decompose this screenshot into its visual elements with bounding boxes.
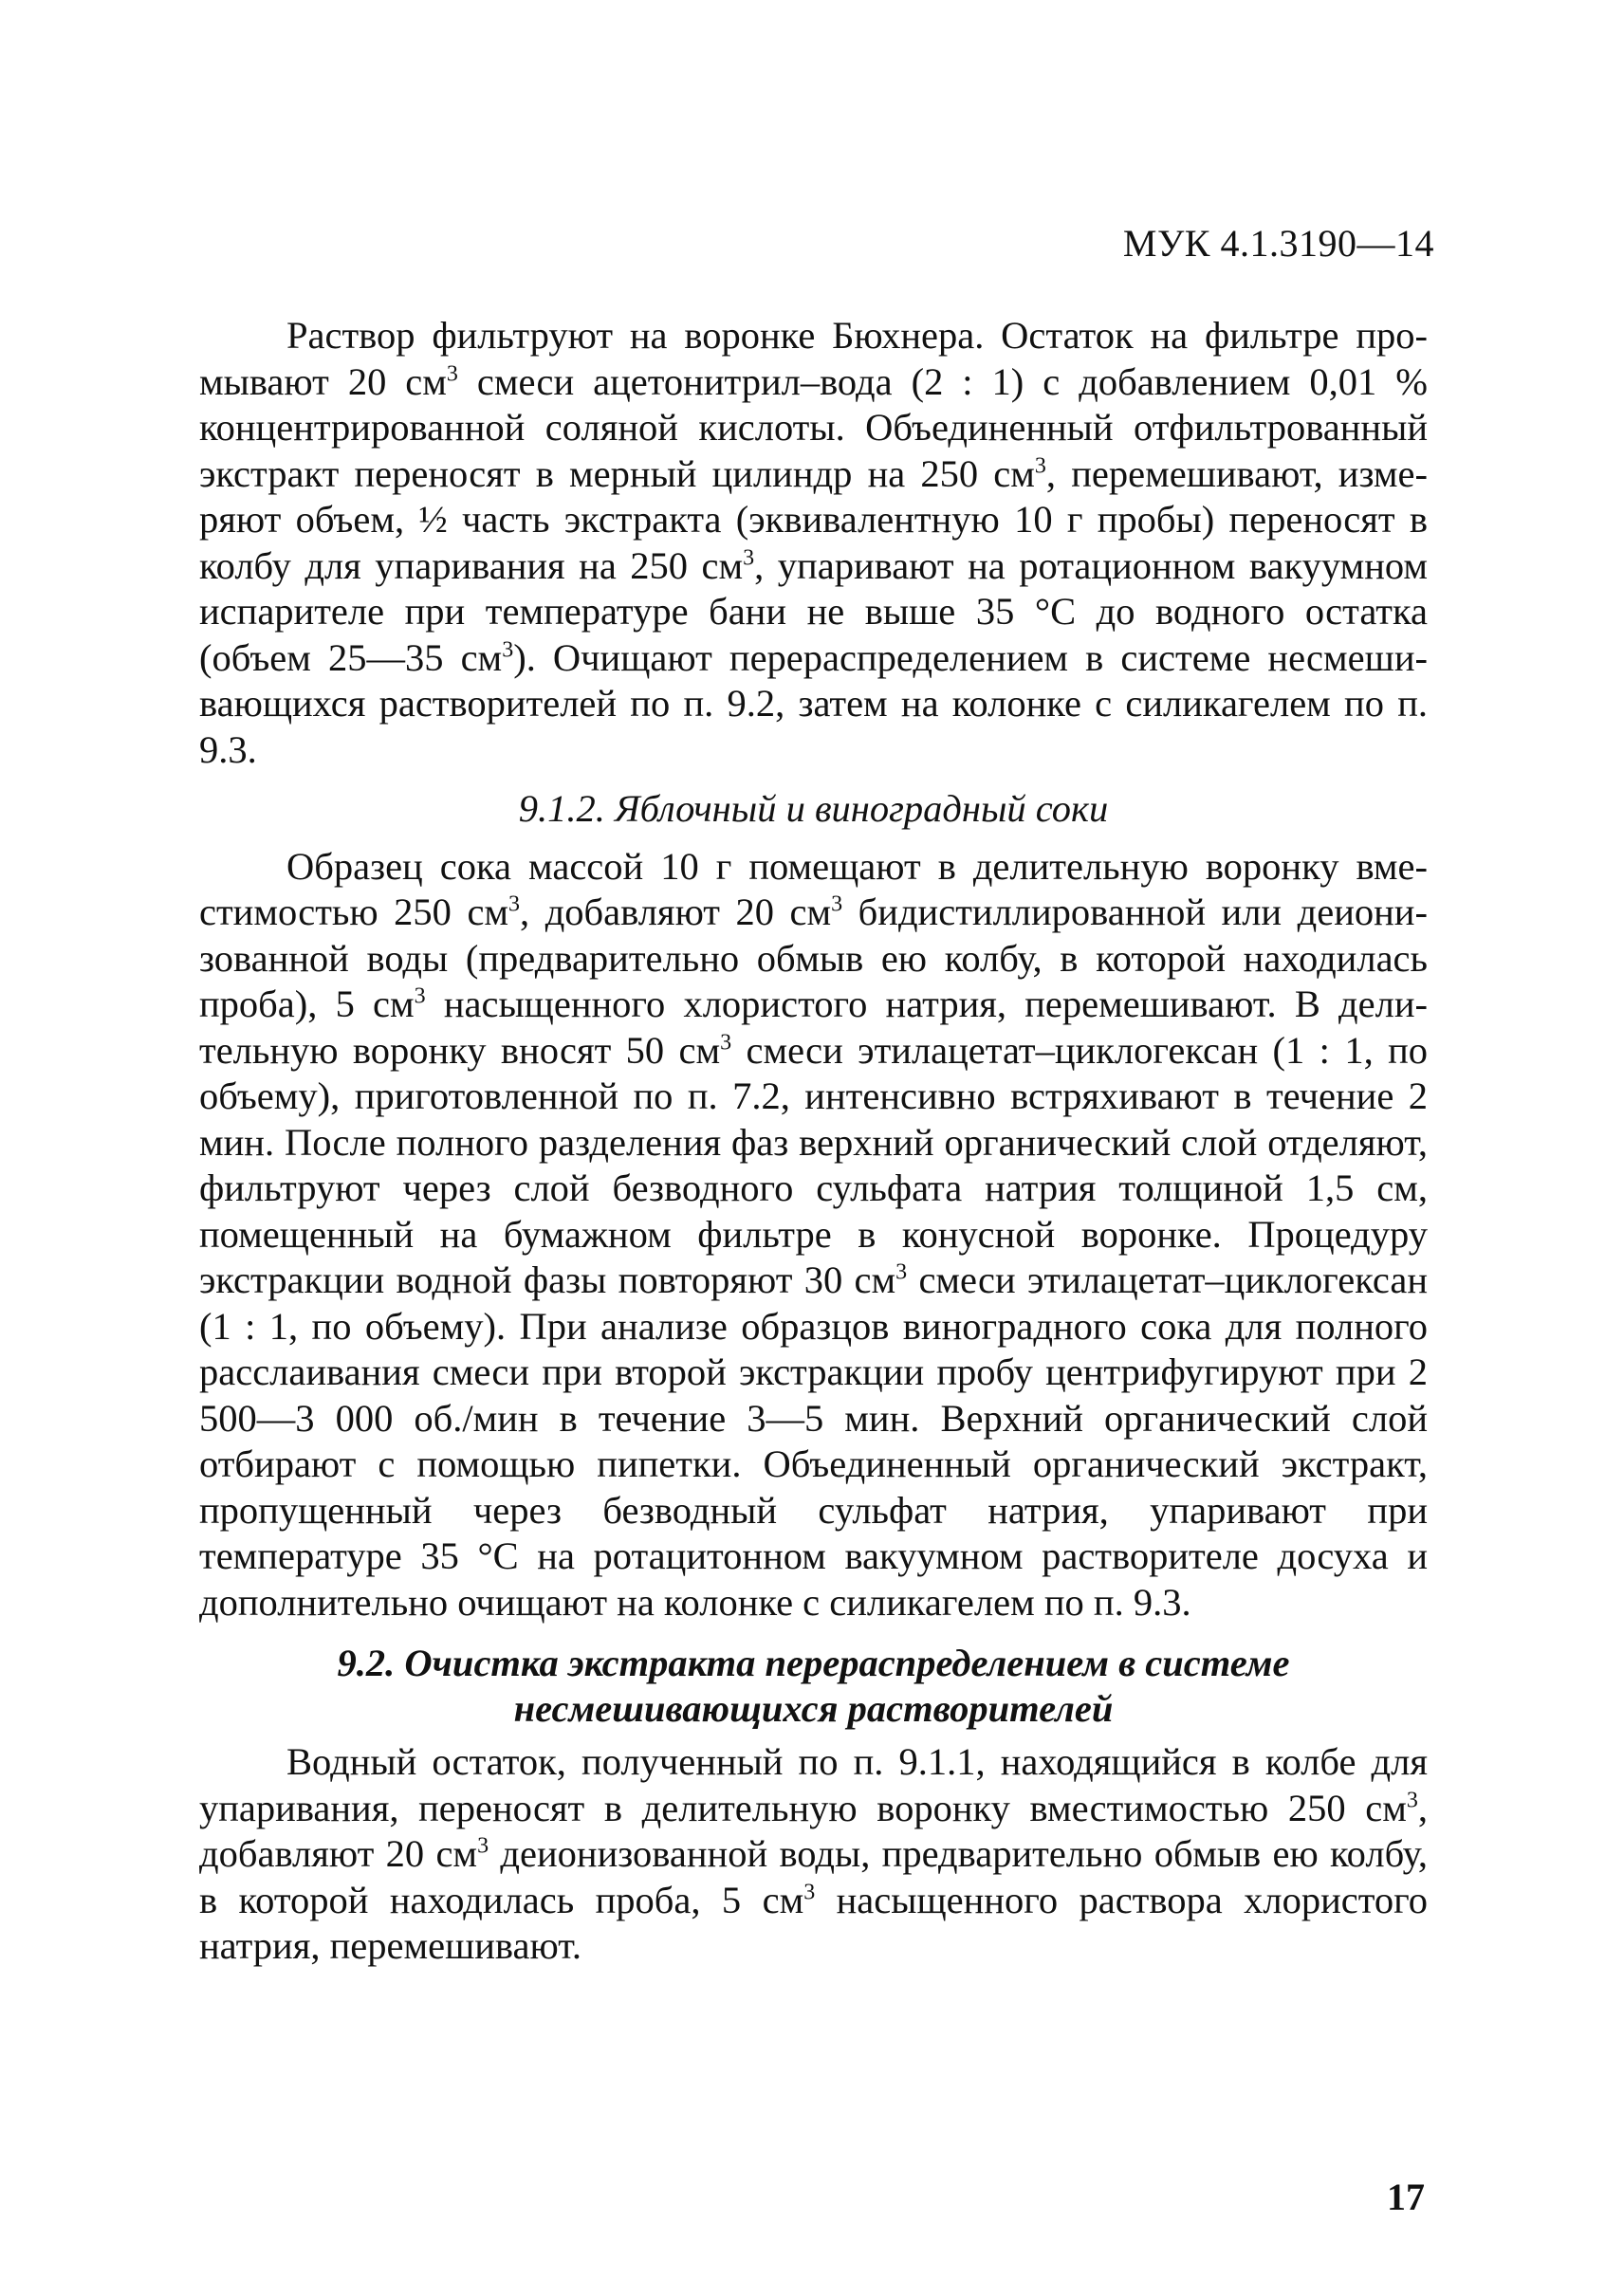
text-segment: бидистиллированной или деионизованной воды (предварительно обмыв ею колбу, в которой находилась проба), 5 см bbox=[199, 891, 1428, 1025]
text-segment: Раствор фильтруют на воронке Бюхнера. Остаток на фильтре промывают 20 см bbox=[199, 314, 1428, 403]
text-segment: , упаривают на ротационном вакуумном испарителе при температуре бани не выше 35 °С до водного остатка (объем 25—35 см bbox=[199, 543, 1428, 679]
superscript: 3 bbox=[446, 361, 458, 386]
section-heading-line: несмешивающихся растворителей bbox=[513, 1687, 1114, 1730]
subsection-heading-9-1-2: 9.1.2. Яблочный и виноградный соки bbox=[518, 787, 1109, 830]
section-heading-line: 9.2. Очистка экстракта перераспределением в системе bbox=[337, 1642, 1290, 1684]
text-segment: , добавляют 20 см bbox=[199, 1786, 1428, 1875]
superscript: 3 bbox=[414, 983, 426, 1009]
superscript: 3 bbox=[895, 1259, 908, 1285]
text-segment: ). Очищают перераспределением в системе несмешивающихся растворителей по п. 9.2, затем на колонке с силикагелем по п. 9.3. bbox=[199, 635, 1428, 771]
superscript: 3 bbox=[803, 1880, 816, 1904]
section-heading-9-2 bbox=[199, 1641, 1428, 1732]
superscript: 3 bbox=[1406, 1788, 1418, 1812]
text-segment: Образец сока массой 10 г помещают в делительную воронку вместимостью 250 см bbox=[199, 844, 1428, 933]
superscript: 3 bbox=[831, 891, 843, 917]
superscript: 3 bbox=[743, 545, 755, 570]
superscript: 3 bbox=[1034, 453, 1046, 478]
text-segment: смеси этилацетат–циклогексан (1 : 1, по объему). При анализе образцов виноградного сока для полного расслаивания смеси при второй экстракции пробу центрифугируют при 2 500—3 000 об./мин в течение 3—5 мин. Верхний органический слой отбирают с помощью пипетки. Объединенный органический экстракт, пропущенный через безводный сульфат натрия, упаривают при температуре 35 °С на ротацитонном вакуумном растворителе досуха и дополнительно очищают на колонке с силикагелем по п. 9.3. bbox=[199, 1258, 1428, 1624]
superscript: 3 bbox=[508, 891, 521, 917]
paragraph-filtration bbox=[199, 313, 1428, 773]
text-segment: , перемешивают, измеряют объем, ½ часть экстракта (эквивалентную 10 г пробы) переносят в колбу для упаривания на 250 см bbox=[199, 451, 1429, 587]
text-segment: деионизованной воды, предварительно обмыв ею колбу, в которой находилась проба, 5 см bbox=[199, 1832, 1428, 1921]
paragraph-juice-sample bbox=[199, 844, 1428, 1626]
text-segment: Водный остаток, полученный по п. 9.1.1, находящийся в колбе для упаривания, переносят в делительную воронку вместимостью 250 см bbox=[199, 1740, 1428, 1829]
paragraph-aqueous-residue bbox=[199, 1739, 1428, 1970]
page-number: 17 bbox=[1387, 2176, 1425, 2218]
superscript: 3 bbox=[720, 1030, 732, 1055]
text-segment: , добавляют 20 см bbox=[520, 891, 832, 933]
text-segment: насыщенного хлористого натрия, перемешивают. В делительную воронку вносят 50 см bbox=[199, 983, 1428, 1072]
text-segment: смеси ацетонитрил–вода (2 : 1) с добавлением 0,01 % концентрированной соляной кислоты. Объединенный отфильтрованный экстракт переносят в мерный цилиндр на 250 см bbox=[199, 359, 1428, 495]
document-body bbox=[199, 313, 1428, 1970]
document-code-header: МУК 4.1.3190—14 bbox=[1122, 222, 1434, 265]
text-segment: смеси этилацетат–циклогексан (1 : 1, по объему), приготовленной по п. 7.2, интенсивно встряхивают в течение 2 мин. После полного разделения фаз верхний органический слой отделяют, фильтруют через слой безводного сульфата натрия толщиной 1,5 см, помещенный на бумажном фильтре в конусной воронке. Процедуру экстракции водной фазы повторяют 30 см bbox=[199, 1028, 1429, 1301]
superscript: 3 bbox=[477, 1833, 489, 1859]
superscript: 3 bbox=[502, 637, 514, 662]
text-segment: насыщенного раствора хлористого натрия, перемешивают. bbox=[199, 1878, 1428, 1967]
